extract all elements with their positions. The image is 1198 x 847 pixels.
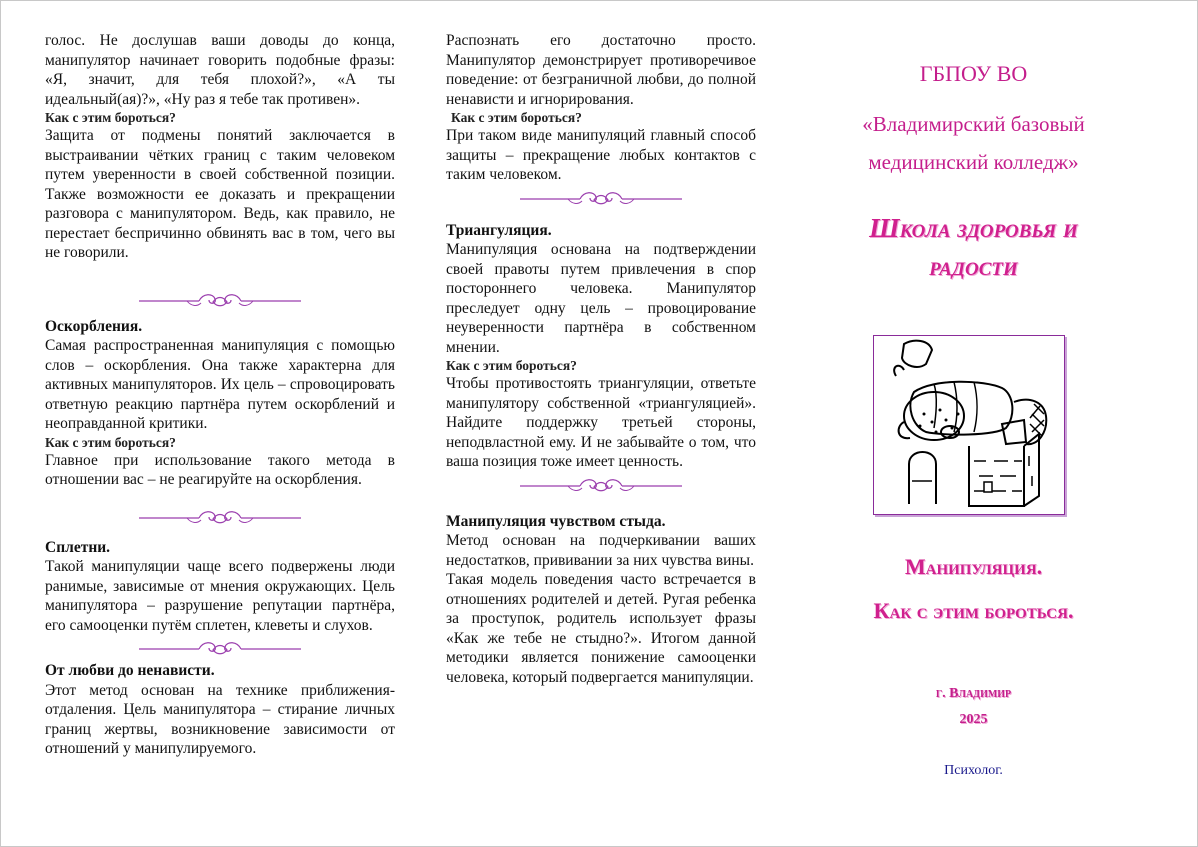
column-middle xyxy=(446,31,756,687)
school-title-line: радости xyxy=(929,251,1018,281)
city-year xyxy=(801,681,1146,733)
paragraph: Такая модель поведения часто встречается в отношениях родителей и детей. Ругая ребенка за проступок, родитель использует фразы «Как же тебе не стыдно?». Итогом данной методики является понижение самооценки человека, который подвергается манипуляции. xyxy=(446,571,756,686)
paragraph: Этот метод основан на технике приближения-отдаления. Цель манипулятора – стирание личных границ жертвы, возникновение зависимости от отношений у манипулируемого. xyxy=(45,681,395,757)
paragraph: Главное при использование такого метода в отношении вас – не реагируйте на оскорбления. xyxy=(45,451,395,488)
boy-on-stove-icon xyxy=(874,336,1064,514)
college-name-line: «Владимирский базовый xyxy=(862,112,1085,136)
ornament-divider xyxy=(45,504,395,530)
school-title xyxy=(801,209,1146,285)
ornament-divider xyxy=(446,472,756,498)
question-heading: Как с этим бороться? xyxy=(451,110,582,125)
topic-title-line: Манипуляция. xyxy=(904,554,1043,579)
paragraph: Манипуляция основана на подтверждении своей правоты путем привлечения в спор постороннего человека. Манипулятор преследует одну цель – провоцирование неуверенности партнёра в собственном мнении. xyxy=(446,241,756,356)
flourish-icon xyxy=(137,290,303,310)
paragraph: Чтобы противостоять триангуляции, ответьте манипулятору собственной «триангуляцией». Найдите поддержку третьей стороны, неподвластной ему. И не забывайте о том, что ваша позиция тоже имеет ценность. xyxy=(446,375,756,470)
paragraph: Распознать его достаточно просто. Манипулятор демонстрирует противоречивое поведение: от безграничной любви, до полной ненависти и игнорирования. xyxy=(446,32,756,108)
paragraph: голос. Не дослушав ваши доводы до конца, манипулятор начинает говорить подобные фразы: «Я, значит, для тебя плохой?», «А ты идеальный(ая)?», «Ну раз я тебе так противен». xyxy=(45,32,395,108)
section-heading: Манипуляция чувством стыда. xyxy=(446,512,666,530)
flourish-icon xyxy=(137,507,303,527)
question-heading: Как с этим бороться? xyxy=(446,358,577,373)
flourish-icon xyxy=(518,188,684,208)
topic-title-line: Как с этим бороться. xyxy=(873,598,1074,623)
section-heading: Триангуляция. xyxy=(446,221,552,239)
topic-title xyxy=(801,545,1146,633)
author: Психолог. xyxy=(944,763,1003,778)
flourish-icon xyxy=(518,475,684,495)
ornament-divider xyxy=(446,185,756,211)
paragraph: Самая распространенная манипуляция с помощью слов – оскорбления. Она также характерна для активных манипуляторов. Их цель – спровоцировать ответную реакцию партнёра путем оскорблений и неоправданной критики. xyxy=(45,337,395,432)
section-heading: Сплетни. xyxy=(45,538,111,556)
paragraph: При таком виде манипуляций главный способ защиты – прекращение любых контактов с таким человеком. xyxy=(446,127,756,183)
paragraph: Такой манипуляции чаще всего подвержены люди ранимые, зависимые от мнения окружающих. Цель манипулятора – разрушение репутации партнёра, его самооценки путём сплетен, клеветы и слухов. xyxy=(45,558,395,634)
ornament-divider xyxy=(45,287,395,313)
section-heading: От любви до ненависти. xyxy=(45,662,215,679)
cartoon-illustration xyxy=(873,335,1065,515)
paragraph: Метод основан на подчеркивании ваших недостатков, прививании за них чувства вины. xyxy=(446,532,756,569)
section-heading: Оскорбления. xyxy=(45,317,143,335)
org-name: ГБПОУ ВО xyxy=(919,61,1028,86)
city: г. Владимир xyxy=(935,686,1012,701)
ornament-divider xyxy=(45,635,395,661)
school-title-line: Школа здоровья и xyxy=(869,213,1078,243)
college-name xyxy=(801,105,1146,181)
question-heading: Как с этим бороться? xyxy=(45,110,176,125)
question-heading: Как с этим бороться? xyxy=(45,434,176,450)
column-left xyxy=(45,31,395,759)
college-name-line: медицинский колледж» xyxy=(868,150,1079,174)
year: 2025 xyxy=(959,712,988,727)
paragraph: Защита от подмены понятий заключается в выстраивании чётких границ с таким человеком путем уверенности в своей собственной позиции. Также возможности ее доказать и прекращении разговора с манипулятором. Ведь, как правило, не перестает беспричинно обвинять вас в том, чего вы не говорили. xyxy=(45,127,395,261)
cover-panel xyxy=(801,1,1146,846)
flourish-icon xyxy=(137,638,303,658)
